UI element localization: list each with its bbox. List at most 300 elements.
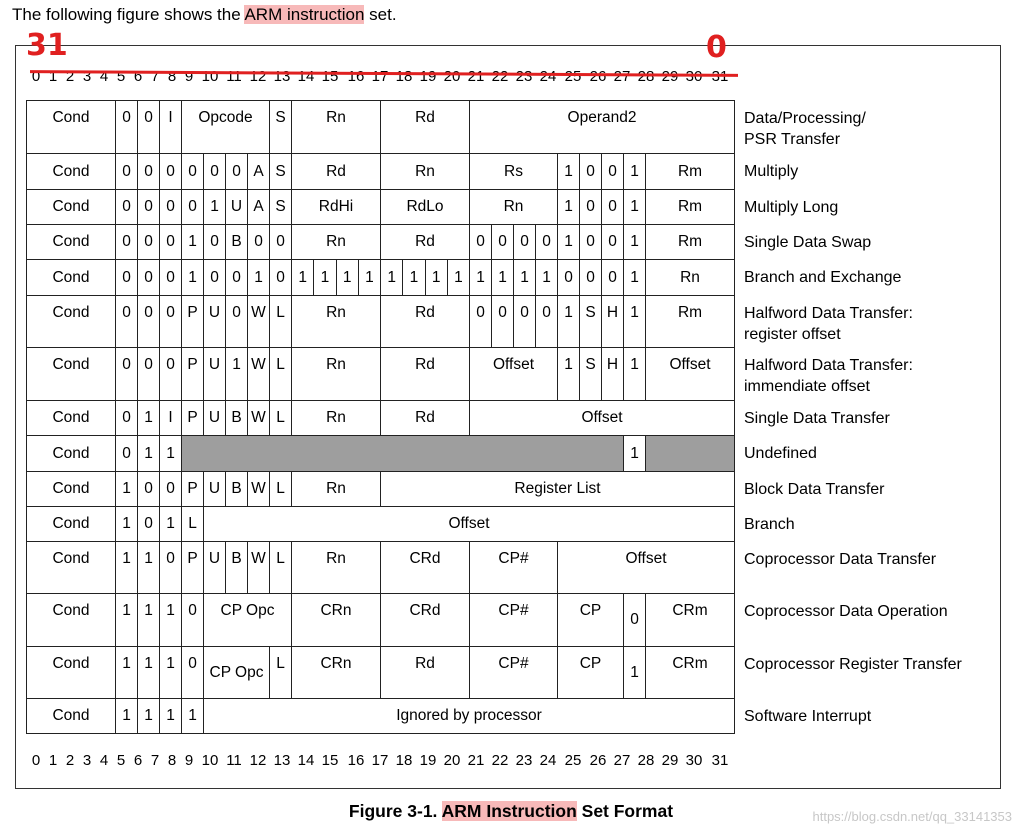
bit-field: CRm	[646, 594, 735, 647]
bit-field: 1	[536, 260, 558, 296]
bit-field: 0	[602, 190, 624, 225]
instruction-row	[27, 647, 735, 699]
bit-number: 14	[297, 68, 315, 85]
bit-field: 1	[336, 260, 358, 296]
bit-field: Cond	[27, 401, 116, 436]
bit-field: L	[270, 542, 292, 594]
instruction-type-label: Data/Processing/ PSR Transfer	[744, 110, 866, 148]
bit-number: 21	[467, 752, 485, 769]
instruction-type-label: Undefined	[744, 445, 817, 462]
bit-number: 18	[395, 68, 413, 85]
bit-field: 1	[314, 260, 336, 296]
bit-number: 10	[201, 752, 219, 769]
instruction-row	[27, 436, 735, 472]
bit-field: Rm	[646, 225, 735, 260]
intro-text	[12, 4, 397, 26]
bit-field: 1	[492, 260, 514, 296]
instruction-type-label: Single Data Transfer	[744, 410, 890, 427]
bit-number: 13	[273, 752, 291, 769]
caption-highlight: ARM Instruction	[441, 801, 577, 821]
bit-field: 1	[226, 348, 248, 401]
instruction-type-label: Multiply	[744, 163, 799, 180]
bit-field: Rn	[292, 348, 381, 401]
bit-field: L	[270, 647, 292, 699]
undefined-field	[182, 436, 624, 472]
bit-number: 26	[589, 752, 607, 769]
bit-field: 1	[403, 260, 425, 296]
bit-field: 1	[381, 260, 403, 296]
caption-before: Figure 3-1.	[348, 801, 442, 821]
bit-field: B	[226, 472, 248, 507]
bit-field: 0	[580, 154, 602, 190]
bit-field: 1	[292, 260, 314, 296]
instruction-row	[27, 154, 735, 190]
bit-field: P	[182, 296, 204, 348]
bit-field: 0	[492, 296, 514, 348]
annotation-low-bit: 0	[706, 30, 727, 65]
bit-number: 11	[226, 752, 242, 769]
bit-field: L	[182, 507, 204, 542]
bit-field: Register List	[381, 472, 735, 507]
instruction-row	[27, 542, 735, 594]
bit-number: 19	[419, 752, 437, 769]
bit-field: 0	[602, 225, 624, 260]
instruction-type-label: Halfword Data Transfer: immendiate offset	[744, 357, 913, 395]
bit-number: 20	[443, 68, 461, 85]
bit-number: 17	[371, 68, 389, 85]
bit-field: 0	[602, 154, 624, 190]
bit-number: 1	[48, 752, 58, 769]
bit-field: W	[248, 472, 270, 507]
instruction-row	[27, 507, 735, 542]
instruction-row	[27, 348, 735, 401]
annotation-high-bit: 31	[26, 28, 68, 63]
bit-field: W	[248, 542, 270, 594]
bit-field: Rn	[470, 190, 558, 225]
bit-field: 1	[116, 542, 138, 594]
bit-number: 28	[637, 68, 655, 85]
bit-field: Rn	[381, 154, 470, 190]
bit-number: 6	[133, 752, 143, 769]
bit-number: 26	[589, 68, 607, 85]
bit-field: 1	[116, 472, 138, 507]
bit-field: 0	[204, 225, 226, 260]
instruction-row	[27, 296, 735, 348]
bit-field: Rn	[292, 296, 381, 348]
bit-field: 0	[492, 225, 514, 260]
bit-number: 21	[467, 68, 485, 85]
instruction-row	[27, 472, 735, 507]
bit-field: Cond	[27, 101, 116, 154]
bit-field: 0	[138, 296, 160, 348]
bit-field: 0	[558, 260, 580, 296]
instruction-type-label: Coprocessor Data Operation	[744, 603, 948, 620]
bit-number: 14	[297, 752, 315, 769]
bit-field: 0	[116, 154, 138, 190]
instruction-type-label: Coprocessor Data Transfer	[744, 551, 937, 568]
bit-field: Rn	[292, 401, 381, 436]
bit-number: 15	[321, 752, 339, 769]
bit-field: 0	[160, 296, 182, 348]
bit-number: 3	[82, 752, 92, 769]
bit-field: 1	[138, 401, 160, 436]
bit-field: CP#	[470, 647, 558, 699]
bit-number: 2	[65, 68, 75, 85]
bit-field: 1	[624, 225, 646, 260]
bit-field: W	[248, 401, 270, 436]
bit-field: 1	[116, 699, 138, 734]
bit-field: Rn	[292, 542, 381, 594]
bit-field: S	[270, 101, 292, 154]
bit-number: 3	[82, 68, 92, 85]
bit-field: 1	[116, 507, 138, 542]
bit-field: Cond	[27, 647, 116, 699]
bit-field: A	[248, 154, 270, 190]
bit-field: CRd	[381, 594, 470, 647]
bit-field: 0	[470, 225, 492, 260]
bit-field: 0	[182, 154, 204, 190]
bit-field: H	[602, 296, 624, 348]
bit-field: 0	[160, 225, 182, 260]
bit-number: 22	[491, 68, 509, 85]
instruction-row	[27, 594, 735, 647]
bit-field: 1	[204, 190, 226, 225]
bit-field: 0	[138, 472, 160, 507]
bit-field: Opcode	[182, 101, 270, 154]
bit-number: 27	[613, 68, 631, 85]
bit-field: 1	[182, 260, 204, 296]
bit-field: Offset	[646, 348, 735, 401]
bit-field: 1	[558, 225, 580, 260]
bit-field: Rd	[381, 647, 470, 699]
bit-field: 1	[558, 348, 580, 401]
bit-field: 1	[447, 260, 469, 296]
bit-number: 12	[249, 68, 267, 85]
bit-number: 31	[711, 68, 729, 85]
bit-number: 7	[150, 68, 160, 85]
bit-field: Offset	[558, 542, 735, 594]
bit-field: Rm	[646, 190, 735, 225]
bit-number: 31	[711, 752, 729, 769]
bit-field: U	[204, 296, 226, 348]
bit-field: 0	[182, 190, 204, 225]
bit-field: 0	[160, 260, 182, 296]
bit-field: I	[160, 401, 182, 436]
bit-field: 0	[138, 154, 160, 190]
bit-field: Cond	[27, 472, 116, 507]
bit-field: 0	[226, 154, 248, 190]
bit-field: S	[270, 154, 292, 190]
bit-field: CRn	[292, 594, 381, 647]
bit-field: 0	[182, 594, 204, 647]
bit-field: Cond	[27, 260, 116, 296]
bit-field: CRm	[646, 647, 735, 699]
instruction-row	[27, 699, 735, 734]
bit-field: 1	[624, 647, 646, 699]
bit-field: Rd	[381, 101, 470, 154]
bit-field: 0	[204, 154, 226, 190]
bit-field: Cond	[27, 190, 116, 225]
bit-number: 1	[48, 68, 58, 85]
bit-field: Offset	[204, 507, 735, 542]
bit-number: 29	[661, 68, 679, 85]
bit-number: 19	[419, 68, 437, 85]
bit-field: Cond	[27, 154, 116, 190]
bit-field: Ignored by processor	[204, 699, 735, 734]
bit-field: 0	[226, 296, 248, 348]
instruction-row	[27, 101, 735, 154]
bit-field: W	[248, 296, 270, 348]
bit-field: P	[182, 542, 204, 594]
bit-field: 0	[116, 190, 138, 225]
bit-field: U	[204, 472, 226, 507]
bit-number: 17	[371, 752, 389, 769]
bit-number: 2	[65, 752, 75, 769]
bit-field: 0	[160, 542, 182, 594]
bit-field: 0	[138, 190, 160, 225]
bit-field: Cond	[27, 348, 116, 401]
bit-number: 22	[491, 752, 509, 769]
bit-field: Cond	[27, 507, 116, 542]
bit-field: 1	[624, 296, 646, 348]
bit-field: H	[602, 348, 624, 401]
bit-field: 1	[138, 436, 160, 472]
bit-field: 1	[138, 594, 160, 647]
undefined-field	[646, 436, 735, 472]
bit-field: 0	[536, 296, 558, 348]
bit-field: 0	[116, 401, 138, 436]
bit-field: 1	[558, 296, 580, 348]
bit-field: 0	[182, 647, 204, 699]
bit-field: CRd	[381, 542, 470, 594]
instruction-type-label: Branch	[744, 516, 795, 533]
bit-field: 1	[514, 260, 536, 296]
bit-field: 0	[160, 154, 182, 190]
intro-before: The following figure shows the	[12, 5, 245, 24]
bit-field: Cond	[27, 436, 116, 472]
bit-number: 27	[613, 752, 631, 769]
bit-field: 1	[160, 647, 182, 699]
bit-field: CP	[558, 647, 624, 699]
bit-field: 1	[116, 647, 138, 699]
bit-field: 1	[138, 699, 160, 734]
bit-field: CP#	[470, 594, 558, 647]
bit-field: 1	[558, 190, 580, 225]
bit-field: A	[248, 190, 270, 225]
bit-number: 25	[564, 752, 582, 769]
bit-field: U	[204, 401, 226, 436]
bit-field: 0	[116, 101, 138, 154]
bit-field: 1	[116, 594, 138, 647]
instruction-type-label: Block Data Transfer	[744, 481, 885, 498]
bit-field: 1	[624, 154, 646, 190]
bit-field: L	[270, 348, 292, 401]
bit-field: P	[182, 472, 204, 507]
bit-field: 1	[624, 260, 646, 296]
bit-numbers-bottom	[26, 752, 736, 772]
bit-field: U	[204, 348, 226, 401]
bit-number: 28	[637, 752, 655, 769]
bit-number: 7	[150, 752, 160, 769]
bit-field: 0	[116, 436, 138, 472]
bit-number: 24	[539, 68, 557, 85]
bit-number: 29	[661, 752, 679, 769]
bit-field: 0	[580, 260, 602, 296]
bit-field: 0	[470, 296, 492, 348]
bit-field: Rs	[470, 154, 558, 190]
bit-field: Rd	[292, 154, 381, 190]
bit-field: 1	[624, 348, 646, 401]
bit-number: 4	[99, 68, 109, 85]
instruction-type-label: Multiply Long	[744, 199, 839, 216]
bit-field: 0	[116, 260, 138, 296]
bit-field: Rd	[381, 296, 470, 348]
bit-field: 0	[160, 472, 182, 507]
bit-field: Rn	[292, 472, 381, 507]
bit-field: Rn	[646, 260, 735, 296]
bit-field: Cond	[27, 594, 116, 647]
bit-field: 1	[358, 260, 380, 296]
bit-field: 1	[138, 542, 160, 594]
instruction-row	[27, 401, 735, 436]
bit-field: 0	[138, 225, 160, 260]
bit-field: L	[270, 472, 292, 507]
bit-field: 1	[624, 436, 646, 472]
bit-number: 12	[249, 752, 267, 769]
instruction-row	[27, 260, 735, 296]
bit-field: Rd	[381, 225, 470, 260]
bit-number: 25	[564, 68, 582, 85]
bit-field: 0	[160, 190, 182, 225]
bit-field: CP	[558, 594, 624, 647]
bit-number: 23	[515, 68, 533, 85]
bit-field: 0	[514, 296, 536, 348]
bit-field: 0	[226, 260, 248, 296]
bit-field: 0	[116, 296, 138, 348]
instruction-type-label: Software Interrupt	[744, 708, 872, 725]
bit-field: RdHi	[292, 190, 381, 225]
bit-field: 0	[116, 225, 138, 260]
bit-field: Rm	[646, 154, 735, 190]
bit-field: RdLo	[381, 190, 470, 225]
bit-field: 0	[138, 348, 160, 401]
bit-field: U	[204, 542, 226, 594]
bit-field: S	[270, 190, 292, 225]
bit-field: 0	[138, 507, 160, 542]
bit-field: 1	[470, 260, 492, 296]
bit-field: 0	[116, 348, 138, 401]
bit-field: U	[226, 190, 248, 225]
bit-number: 30	[685, 752, 703, 769]
bit-number: 0	[31, 68, 41, 85]
bit-field: 1	[138, 647, 160, 699]
bit-field: B	[226, 225, 248, 260]
bit-number: 24	[539, 752, 557, 769]
bit-number: 30	[685, 68, 703, 85]
bit-number: 23	[515, 752, 533, 769]
bit-number: 4	[99, 752, 109, 769]
bit-field: CP#	[470, 542, 558, 594]
bit-field: CRn	[292, 647, 381, 699]
instruction-row	[27, 225, 735, 260]
intro-after: set.	[364, 5, 397, 24]
bit-field: 1	[558, 154, 580, 190]
bit-number: 6	[133, 68, 143, 85]
bit-field: S	[580, 296, 602, 348]
bit-number: 5	[116, 752, 126, 769]
bit-field: 1	[248, 260, 270, 296]
bit-number: 11	[226, 68, 242, 85]
bit-field: 1	[182, 699, 204, 734]
bit-field: 1	[160, 699, 182, 734]
bit-number: 8	[167, 752, 177, 769]
instruction-type-label: Halfword Data Transfer: register offset	[744, 305, 913, 343]
bit-field: 1	[182, 225, 204, 260]
bit-field: CP Opc	[204, 647, 270, 699]
bit-field: Offset	[470, 348, 558, 401]
bit-field: Offset	[470, 401, 735, 436]
bit-number: 5	[116, 68, 126, 85]
bit-number: 9	[184, 752, 194, 769]
bit-field: 0	[160, 348, 182, 401]
bit-field: Rn	[292, 101, 381, 154]
bit-field: I	[160, 101, 182, 154]
bit-field: 0	[248, 225, 270, 260]
bit-number: 16	[347, 68, 365, 85]
bit-number: 10	[201, 68, 219, 85]
bit-field: 0	[138, 101, 160, 154]
bit-field: Rm	[646, 296, 735, 348]
bit-field: 0	[624, 594, 646, 647]
bit-field: L	[270, 401, 292, 436]
bit-field: 1	[160, 594, 182, 647]
intro-highlight: ARM instruction	[244, 5, 365, 24]
caption-after: Set Format	[576, 801, 674, 821]
bit-number: 20	[443, 752, 461, 769]
bit-field: 0	[602, 260, 624, 296]
bit-number: 18	[395, 752, 413, 769]
bit-field: W	[248, 348, 270, 401]
bit-number: 8	[167, 68, 177, 85]
bit-field: Cond	[27, 542, 116, 594]
bit-field: L	[270, 296, 292, 348]
bit-field: Rd	[381, 348, 470, 401]
bit-field: 0	[514, 225, 536, 260]
bit-number: 16	[347, 752, 365, 769]
bit-field: CP Opc	[204, 594, 292, 647]
bit-field: 1	[160, 507, 182, 542]
watermark: https://blog.csdn.net/qq_33141353	[812, 809, 1012, 824]
bit-number: 13	[273, 68, 291, 85]
bit-number: 15	[321, 68, 339, 85]
bit-field: B	[226, 542, 248, 594]
bit-field: 0	[204, 260, 226, 296]
bit-field: Cond	[27, 225, 116, 260]
bit-field: Cond	[27, 296, 116, 348]
bit-field: 1	[624, 190, 646, 225]
bit-field: 0	[270, 225, 292, 260]
bit-field: Rn	[292, 225, 381, 260]
bit-field: 0	[270, 260, 292, 296]
bit-field: Rd	[381, 401, 470, 436]
bit-field: Cond	[27, 699, 116, 734]
bit-field: 0	[580, 225, 602, 260]
bit-field: 0	[536, 225, 558, 260]
bit-field: 0	[580, 190, 602, 225]
bit-field: B	[226, 401, 248, 436]
instruction-type-label: Coprocessor Register Transfer	[744, 656, 962, 673]
instruction-format-table	[26, 100, 735, 734]
